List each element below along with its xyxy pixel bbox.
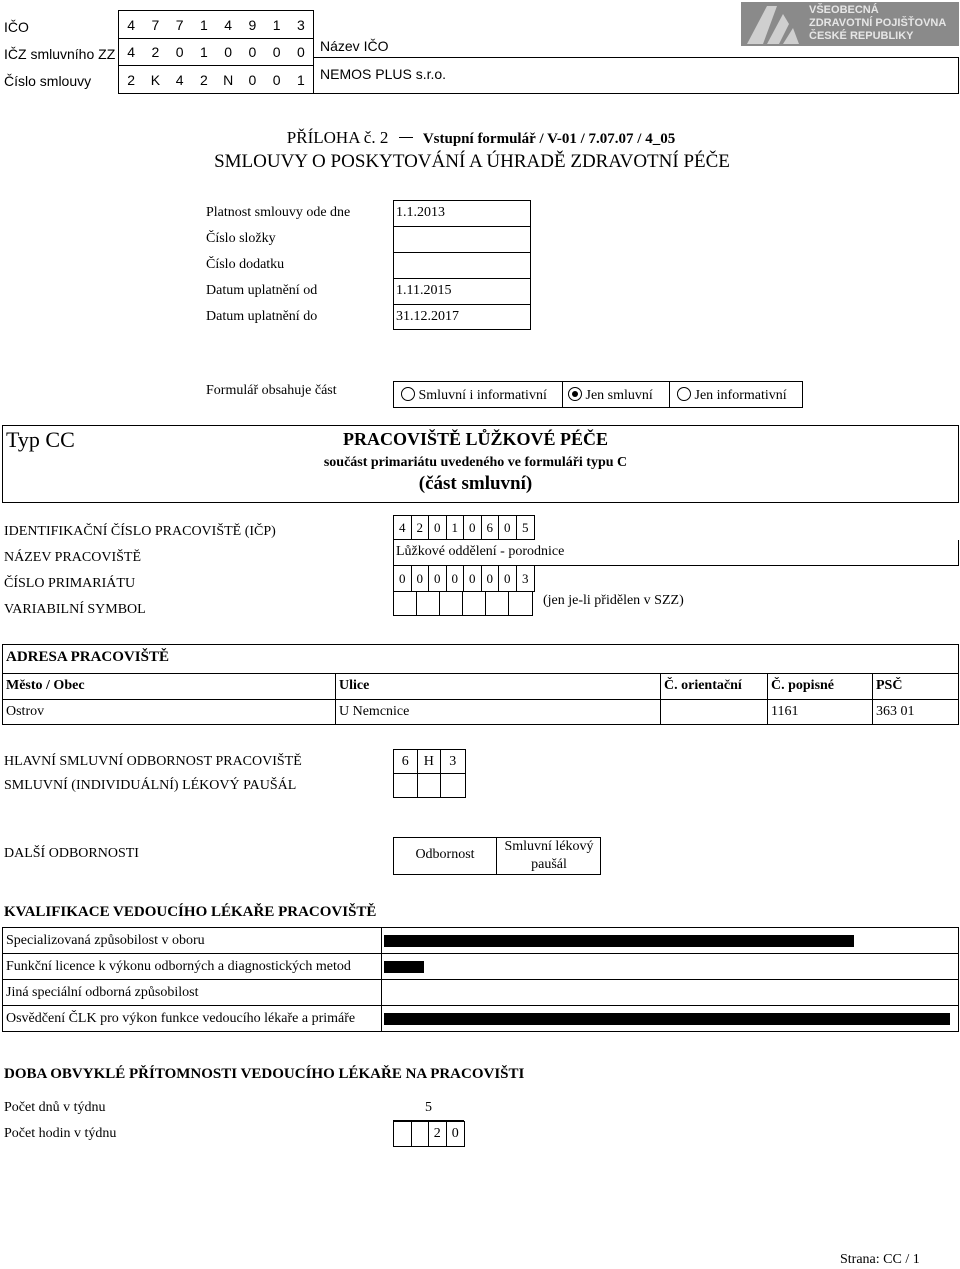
icp-digit: 0 <box>464 516 482 539</box>
header-digit: 0 <box>248 71 257 88</box>
icz-digits <box>119 39 313 66</box>
qualification-title: KVALIFIKACE VEDOUCÍHO LÉKAŘE PRACOVIŠTĚ <box>4 904 377 920</box>
icp-digit: 4 <box>394 516 412 539</box>
validity-label: Číslo dodatku <box>206 257 285 272</box>
redacted-value <box>384 935 854 947</box>
header-digit: 1 <box>199 16 208 33</box>
vs-digit <box>463 592 486 615</box>
validity-value: 31.12.2017 <box>396 309 459 324</box>
hours-digit <box>412 1122 430 1146</box>
radio-icon[interactable] <box>401 387 415 401</box>
header-digit: 1 <box>272 16 281 33</box>
vs-note: (jen je-li přidělen v SZZ) <box>543 593 684 608</box>
hours-digit <box>394 1122 412 1146</box>
qualification-label: Jiná speciální odborná způsobilost <box>6 985 199 1000</box>
workplace-labels <box>4 519 276 623</box>
logo-line-2: ZDRAVOTNÍ POJIŠŤOVNA <box>809 17 947 29</box>
primariat-digit: 0 <box>464 566 482 591</box>
presence-title: DOBA OBVYKLÉ PŘÍTOMNOSTI VEDOUCÍHO LÉKAŘE NA PRACOVIŠTI <box>4 1066 525 1082</box>
header-digit: 2 <box>151 44 160 60</box>
header-digit: 0 <box>224 44 233 60</box>
redacted-value <box>384 961 424 973</box>
form-part-options <box>393 381 803 408</box>
header-digit: 7 <box>151 16 160 33</box>
header-digit: 2 <box>127 71 136 88</box>
lekovy-digit <box>418 774 442 797</box>
header-digit: N <box>223 71 234 88</box>
address-header-psc: PSČ <box>876 678 903 693</box>
address-psc: 363 01 <box>876 704 915 719</box>
logo-line-1: VŠEOBECNÁ <box>809 4 879 16</box>
lekovy-pausal-digits <box>393 774 466 798</box>
icp-digit: 2 <box>412 516 430 539</box>
address-street: U Nemcnice <box>339 704 410 719</box>
address-table <box>2 644 959 725</box>
form-part-label: Formulář obsahuje část <box>206 383 337 398</box>
workplace-name-label: NÁZEV PRACOVIŠTĚ <box>4 550 142 565</box>
vs-digit <box>486 592 509 615</box>
validity-label: Platnost smlouvy ode dne <box>206 205 351 220</box>
icp-label: IDENTIFIKAČNÍ ČÍSLO PRACOVIŠTĚ (IČP) <box>4 524 276 539</box>
primariat-digit: 0 <box>482 566 500 591</box>
header-digit: 0 <box>272 44 281 60</box>
presence-hours-digits <box>393 1121 465 1147</box>
validity-label: Číslo složky <box>206 231 276 246</box>
other-specialties-label: DALŠÍ ODBORNOSTI <box>4 846 139 861</box>
vs-digit <box>509 592 532 615</box>
address-header-city: Město / Obec <box>6 678 85 693</box>
primariat-digit: 0 <box>412 566 430 591</box>
main-specialty-label: HLAVNÍ SMLUVNÍ ODBORNOST PRACOVIŠTĚ <box>4 754 302 769</box>
redacted-value <box>384 1013 950 1025</box>
option-label: Smluvní i informativní <box>418 388 547 403</box>
option-jen-informativni[interactable] <box>677 387 787 404</box>
presence-days-value: 5 <box>425 1100 432 1115</box>
specialty-digit: 3 <box>449 753 457 769</box>
header-digit: 9 <box>248 16 257 33</box>
icz-label: IČZ smluvního ZZ <box>4 46 116 62</box>
lekovy-digit <box>441 774 465 797</box>
presence-days-label: Počet dnů v týdnu <box>4 1100 106 1115</box>
workplace-name-value: Lůžkové oddělení - porodnice <box>396 544 565 559</box>
vs-digit <box>394 592 417 615</box>
header-digit: 0 <box>272 71 281 88</box>
primariat-digit: 0 <box>394 566 412 591</box>
icp-digit: 5 <box>522 519 529 535</box>
primariat-digits <box>393 566 535 592</box>
vzp-logo-icon <box>743 2 803 46</box>
type-heading: PRACOVIŠTĚ LŮŽKOVÉ PÉČE <box>342 429 609 449</box>
title-appendix: PŘÍLOHA č. 2 <box>286 128 389 147</box>
address-header-popisne: Č. popisné <box>771 678 835 693</box>
header-digit: 0 <box>296 44 305 60</box>
vs-digit <box>417 592 440 615</box>
title-form: Vstupní formulář / V-01 / 7.07.07 / 4_05 <box>422 131 676 147</box>
header-digit: 4 <box>127 16 136 33</box>
vs-digit <box>440 592 463 615</box>
option-label: Jen informativní <box>694 388 787 403</box>
header-digit: 2 <box>199 71 208 88</box>
option-jen-smluvni[interactable] <box>568 387 653 404</box>
option-smluvni-i-informativni[interactable] <box>401 387 547 404</box>
header-digit: 1 <box>199 44 208 60</box>
address-city: Ostrov <box>6 704 45 719</box>
qualification-table <box>2 927 959 1032</box>
qualification-label: Funkční licence k výkonu odborných a diagnostických metod <box>6 959 351 974</box>
header-digit-grid <box>118 10 314 94</box>
specialty-digit: 6 <box>394 750 418 773</box>
qualification-label: Osvědčení ČLK pro výkon funkce vedoucího lékaře a primáře <box>6 1011 356 1026</box>
type-part: (část smluvní) <box>418 473 533 494</box>
main-specialty-digits <box>393 749 466 774</box>
header-digit: 4 <box>175 71 184 88</box>
presence-hours-label: Počet hodin v týdnu <box>4 1126 117 1141</box>
header-digit: 1 <box>296 71 305 88</box>
header-digit: 0 <box>175 44 184 60</box>
validity-value-box <box>393 200 531 330</box>
ico-label: IČO <box>4 19 29 35</box>
primariat-digit: 3 <box>522 570 529 586</box>
header-digit: 3 <box>296 16 305 33</box>
hours-digit: 0 <box>451 1126 459 1141</box>
ico-name-label: Název IČO <box>320 38 389 54</box>
option-label: Jen smluvní <box>585 388 653 403</box>
address-header-street: Ulice <box>339 678 370 693</box>
vzp-logo <box>741 2 959 46</box>
header-labels <box>4 14 115 95</box>
other-specialties-table <box>393 837 601 875</box>
header-digit: 4 <box>224 16 233 33</box>
hours-digit: 2 <box>429 1122 447 1146</box>
vs-label: VARIABILNÍ SYMBOL <box>4 602 146 617</box>
header-digit: 0 <box>248 44 257 60</box>
header-digit: 7 <box>175 16 184 33</box>
primariat-digit: 0 <box>429 566 447 591</box>
address-title: ADRESA PRACOVIŠTĚ <box>6 649 169 665</box>
header-digit: 4 <box>127 44 136 60</box>
specialty-digit: H <box>418 750 442 773</box>
icp-digit: 0 <box>499 516 517 539</box>
ico-name-value: NEMOS PLUS s.r.o. <box>320 66 447 82</box>
icp-digits <box>393 515 535 540</box>
radio-icon[interactable] <box>677 387 691 401</box>
type-box <box>2 425 959 503</box>
lekovy-pausal-label: SMLUVNÍ (INDIVIDUÁLNÍ) LÉKOVÝ PAUŠÁL <box>4 778 297 793</box>
icp-digit: 6 <box>482 516 500 539</box>
workplace-name-box <box>393 540 959 566</box>
validity-value: 1.1.2013 <box>396 205 445 220</box>
other-col-odbornost: Odbornost <box>415 847 475 862</box>
page-title <box>0 128 960 173</box>
lekovy-digit <box>394 774 418 797</box>
contract-number-label: Číslo smlouvy <box>4 73 92 89</box>
other-col-pausal: Smluvní lékový paušál <box>504 839 594 872</box>
primariat-digit: 0 <box>499 566 517 591</box>
logo-line-3: ČESKÉ REPUBLIKY <box>809 30 914 42</box>
vs-digits <box>393 592 533 616</box>
primariat-digit: 0 <box>447 566 465 591</box>
validity-label: Datum uplatnění do <box>206 309 318 324</box>
qualification-label: Specializovaná způsobilost v oboru <box>6 933 205 948</box>
validity-value: 1.11.2015 <box>396 283 452 298</box>
radio-selected-icon[interactable] <box>568 387 582 401</box>
page-number: Strana: CC / 1 <box>840 1252 920 1267</box>
header-digit: K <box>150 71 161 88</box>
type-label: Typ CC <box>6 427 75 452</box>
title-contract: SMLOUVY O POSKYTOVÁNÍ A ÚHRADĚ ZDRAVOTNÍ PÉČE <box>214 151 730 172</box>
icp-digit: 1 <box>447 516 465 539</box>
icp-digit: 0 <box>429 516 447 539</box>
address-popisne: 1161 <box>771 704 799 719</box>
address-header-orient: Č. orientační <box>664 678 742 693</box>
ico-name-box <box>314 57 959 94</box>
type-subheading: součást primariátu uvedeného ve formuláři typu C <box>323 455 628 470</box>
primariat-label: ČÍSLO PRIMARIÁTU <box>4 576 136 591</box>
contract-digits <box>119 66 313 93</box>
validity-label: Datum uplatnění od <box>206 283 318 298</box>
ico-digits <box>119 11 313 39</box>
